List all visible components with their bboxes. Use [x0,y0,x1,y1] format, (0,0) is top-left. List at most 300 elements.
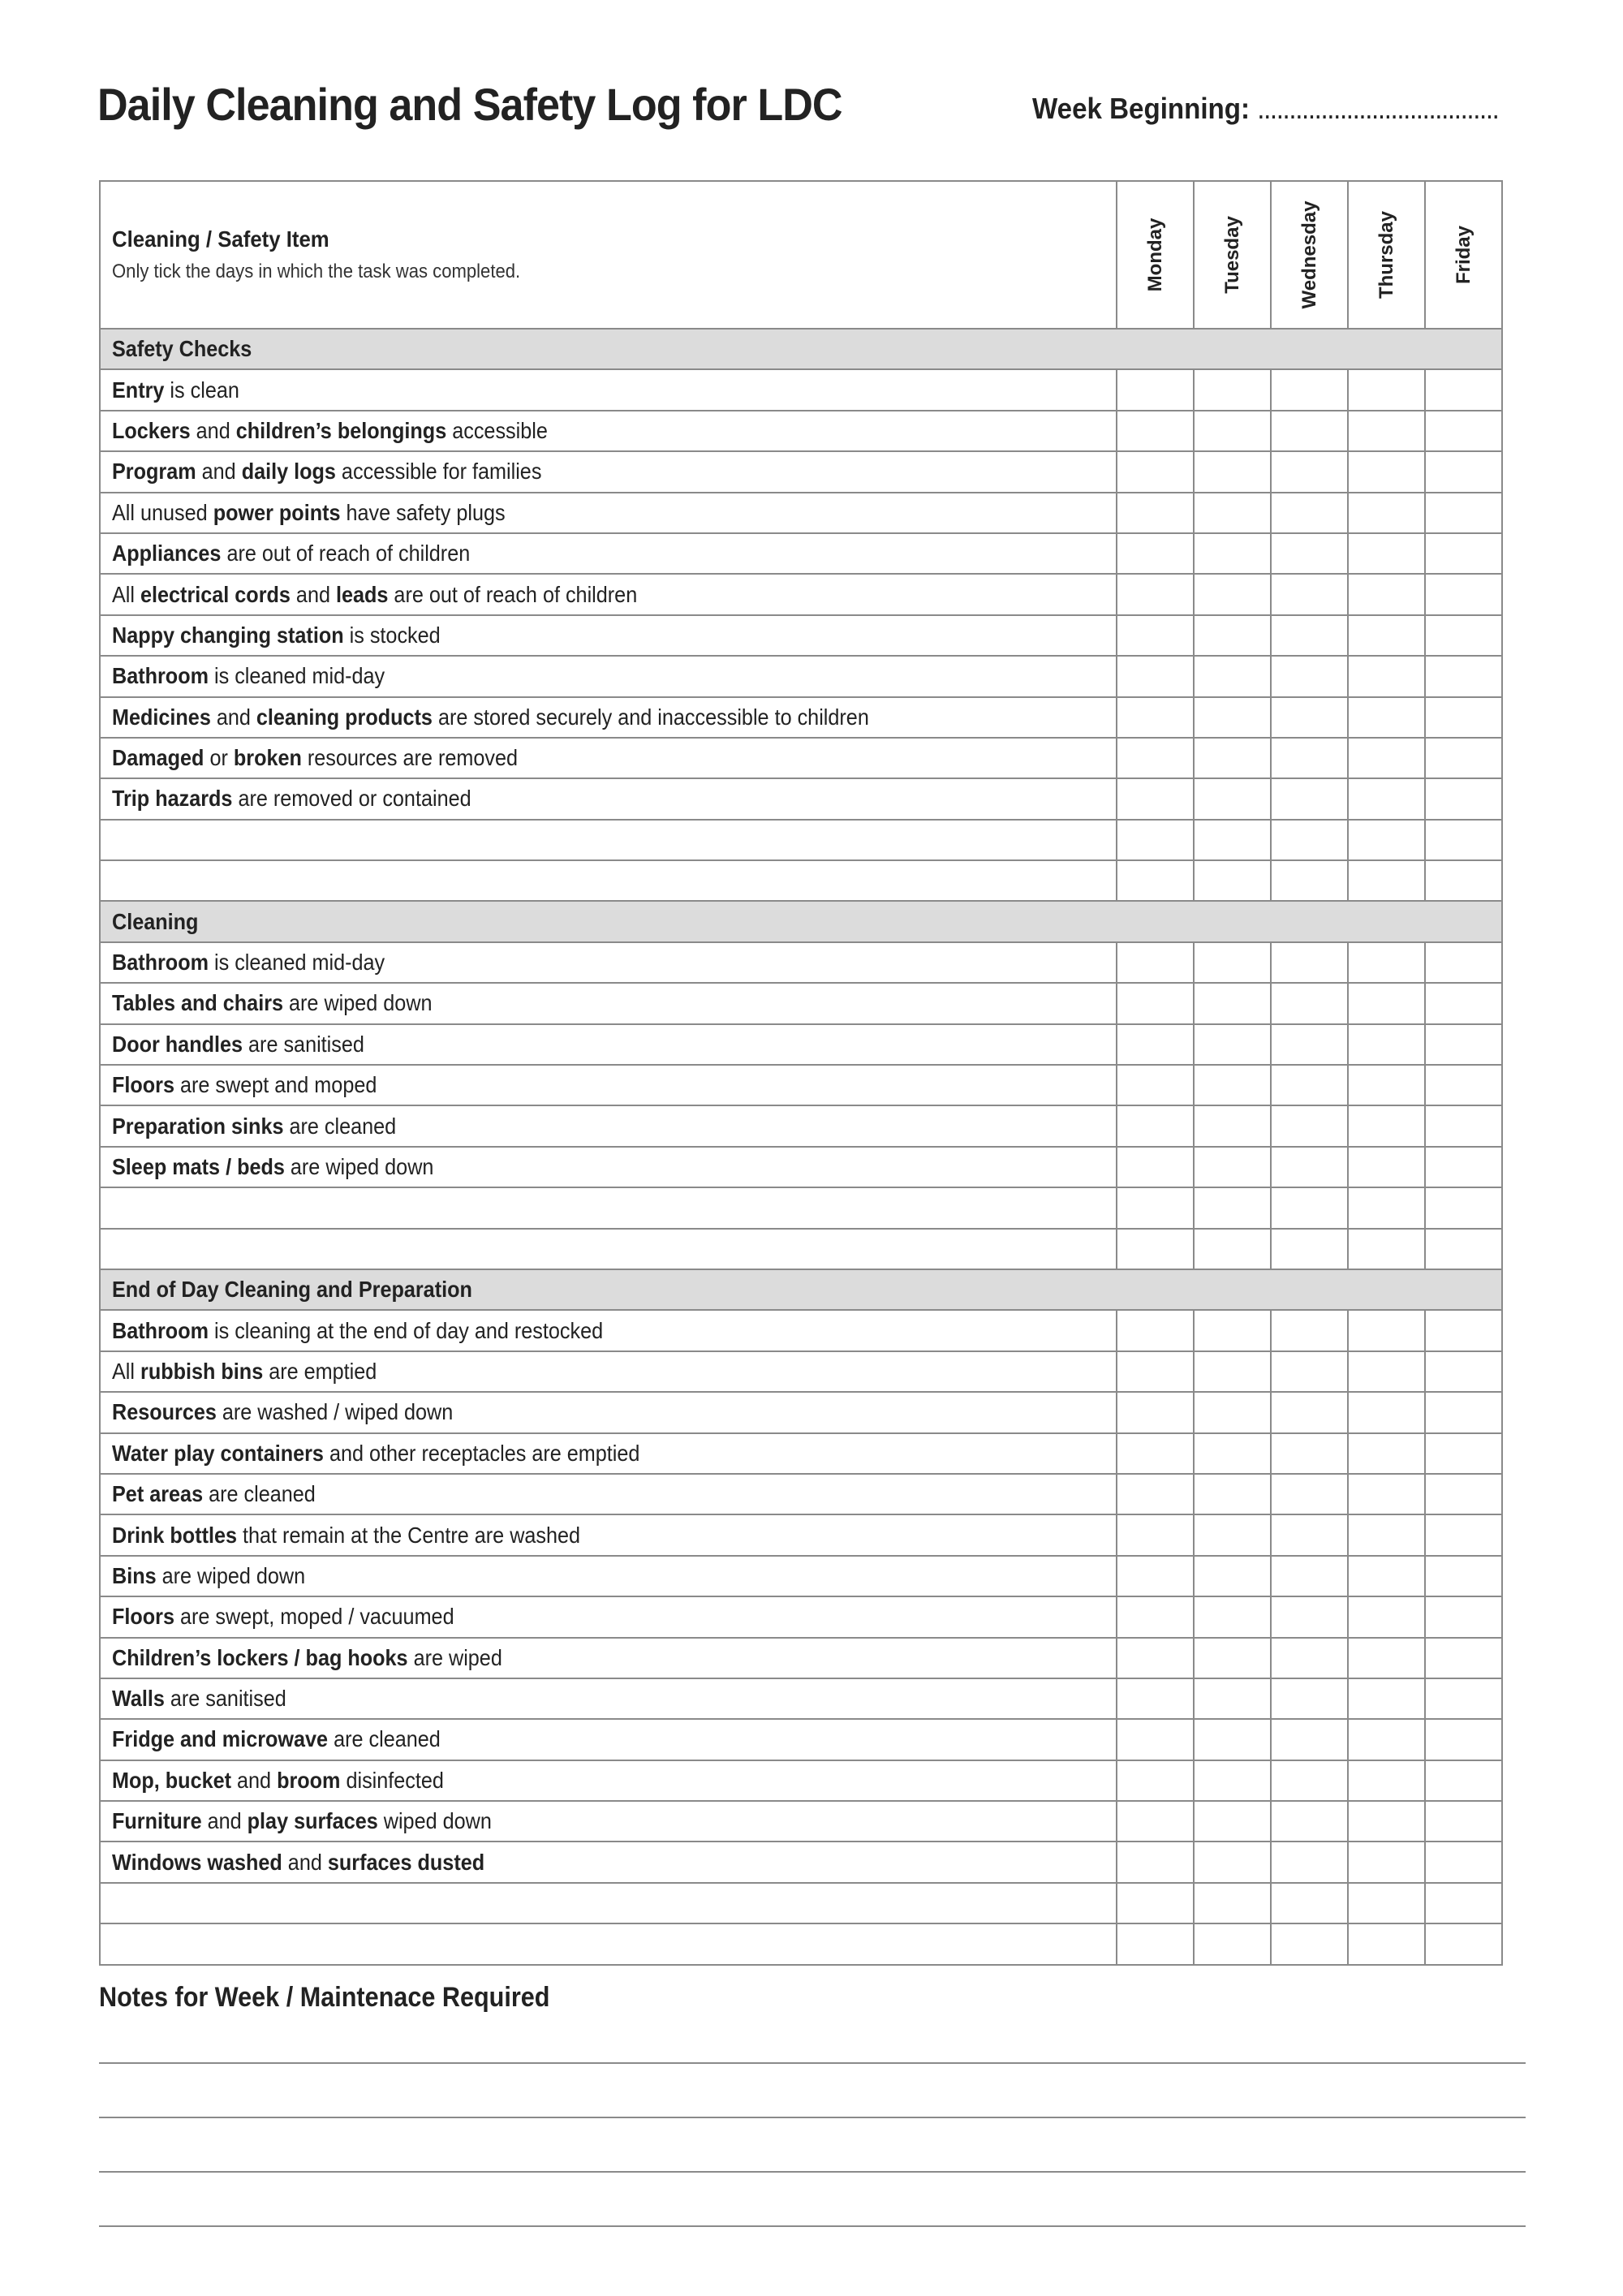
tick-box-wednesday[interactable] [1271,1105,1348,1146]
task-row [100,369,1502,410]
task-label-emphasis: Bathroom [112,1317,209,1343]
tick-box-thursday[interactable] [1348,983,1425,1023]
task-label-text: accessible [446,417,548,443]
task-label-text: are swept, moped / vacuumed [174,1604,454,1630]
task-label [112,1563,1015,1589]
tick-box-thursday[interactable] [1348,1024,1425,1065]
notes-writing-line[interactable] [99,2117,1526,2118]
task-row [100,1105,1502,1146]
task-label-text: resources are removed [301,745,519,771]
tick-box-thursday[interactable] [1348,778,1425,819]
tick-box-tuesday[interactable] [1194,697,1271,738]
tick-box-wednesday[interactable] [1271,1514,1348,1555]
tick-box-tuesday[interactable] [1194,1105,1271,1146]
tick-box-monday[interactable] [1117,615,1194,656]
tick-box-wednesday[interactable] [1271,1187,1348,1228]
task-cell[interactable] [100,1229,1117,1269]
task-label [112,1441,1015,1467]
tick-box-monday[interactable] [1117,1801,1194,1842]
tick-box-wednesday[interactable] [1271,1024,1348,1065]
task-row [100,1474,1502,1514]
task-row [100,1719,1502,1760]
tick-box-wednesday[interactable] [1271,615,1348,656]
tick-box-thursday[interactable] [1348,1474,1425,1514]
task-row [100,738,1502,778]
tick-box-thursday[interactable] [1348,1801,1425,1842]
tick-box-monday[interactable] [1117,1024,1194,1065]
tick-box-friday[interactable] [1425,697,1502,738]
task-cell[interactable] [100,820,1117,860]
tick-box-tuesday[interactable] [1194,1433,1271,1474]
task-label-emphasis: Damaged [112,745,204,771]
tick-box-wednesday[interactable] [1271,983,1348,1023]
task-cell [100,1514,1117,1555]
tick-box-tuesday[interactable] [1194,615,1271,656]
tick-box-monday[interactable] [1117,1678,1194,1719]
task-label-emphasis: cleaning products [256,704,433,730]
tick-box-wednesday[interactable] [1271,411,1348,451]
tick-box-friday[interactable] [1425,1514,1502,1555]
task-row [100,656,1502,696]
tick-box-wednesday[interactable] [1271,1883,1348,1923]
tick-box-thursday[interactable] [1348,493,1425,533]
task-label-text: are removed or contained [232,786,471,812]
day-header-monday [1117,181,1194,329]
task-cell [100,697,1117,738]
tick-box-thursday[interactable] [1348,615,1425,656]
tick-box-monday[interactable] [1117,983,1194,1023]
task-cell[interactable] [100,1187,1117,1228]
task-row [100,493,1502,533]
task-label-emphasis: Bathroom [112,950,209,976]
tick-box-wednesday[interactable] [1271,1638,1348,1678]
task-label-emphasis: electrical cords [140,581,291,607]
tick-box-monday[interactable] [1117,1842,1194,1882]
tick-box-wednesday[interactable] [1271,1596,1348,1637]
tick-box-friday[interactable] [1425,1187,1502,1228]
task-cell [100,451,1117,492]
tick-box-tuesday[interactable] [1194,1065,1271,1105]
task-row [100,411,1502,451]
tick-box-tuesday[interactable] [1194,1678,1271,1719]
tick-box-thursday[interactable] [1348,1433,1425,1474]
tick-box-tuesday[interactable] [1194,738,1271,778]
tick-box-friday[interactable] [1425,1883,1502,1923]
task-label-emphasis: Preparation sinks [112,1113,284,1139]
tick-box-tuesday[interactable] [1194,533,1271,574]
tick-box-tuesday[interactable] [1194,820,1271,860]
tick-box-monday[interactable] [1117,1760,1194,1801]
tick-box-monday[interactable] [1117,656,1194,696]
tick-box-wednesday[interactable] [1271,533,1348,574]
tick-box-tuesday[interactable] [1194,1187,1271,1228]
tick-box-thursday[interactable] [1348,820,1425,860]
task-row [100,574,1502,614]
tick-box-friday[interactable] [1425,451,1502,492]
task-cell [100,942,1117,983]
task-label-emphasis: Bathroom [112,663,209,689]
tick-box-friday[interactable] [1425,1719,1502,1760]
task-label-text: are sanitised [243,1031,364,1057]
tick-box-friday[interactable] [1425,574,1502,614]
tick-box-friday[interactable] [1425,615,1502,656]
task-cell[interactable] [100,860,1117,901]
tick-box-wednesday[interactable] [1271,942,1348,983]
tick-box-wednesday[interactable] [1271,738,1348,778]
task-label-emphasis: Resources [112,1399,217,1425]
tick-box-wednesday[interactable] [1271,1801,1348,1842]
tick-box-thursday[interactable] [1348,1923,1425,1964]
task-cell [100,1310,1117,1350]
tick-box-thursday[interactable] [1348,1719,1425,1760]
task-label-emphasis: Lockers [112,417,191,443]
tick-box-monday[interactable] [1117,1556,1194,1596]
tick-box-friday[interactable] [1425,1801,1502,1842]
tick-box-tuesday[interactable] [1194,1801,1271,1842]
tick-box-thursday[interactable] [1348,1105,1425,1146]
tick-box-tuesday[interactable] [1194,1883,1271,1923]
tick-box-wednesday[interactable] [1271,1351,1348,1392]
task-label [112,418,1015,444]
task-label-text: are cleaned [203,1481,316,1507]
tick-box-monday[interactable] [1117,533,1194,574]
notes-writing-line[interactable] [99,2225,1526,2227]
task-label [112,990,1015,1016]
tick-box-friday[interactable] [1425,1596,1502,1637]
task-label-text: that remain at the Centre are washed [237,1522,581,1548]
tick-box-friday[interactable] [1425,1678,1502,1719]
tick-box-friday[interactable] [1425,738,1502,778]
tick-box-tuesday[interactable] [1194,1351,1271,1392]
blank-task-row [100,1923,1502,1964]
task-label [112,704,1015,730]
tick-box-tuesday[interactable] [1194,1923,1271,1964]
blank-task-row [100,1187,1502,1228]
tick-box-monday[interactable] [1117,1351,1194,1392]
task-label-emphasis: power points [213,499,341,525]
tick-box-wednesday[interactable] [1271,820,1348,860]
tick-box-monday[interactable] [1117,860,1194,901]
task-label-text: are wiped down [156,1562,306,1588]
tick-box-friday[interactable] [1425,1065,1502,1105]
tick-box-wednesday[interactable] [1271,1678,1348,1719]
tick-box-wednesday[interactable] [1271,451,1348,492]
task-cell [100,493,1117,533]
page-title: Daily Cleaning and Safety Log for LDC [97,79,842,130]
task-row [100,1760,1502,1801]
task-label [112,459,1015,485]
tick-box-tuesday[interactable] [1194,942,1271,983]
tick-box-monday[interactable] [1117,574,1194,614]
tick-box-thursday[interactable] [1348,656,1425,696]
task-cell [100,1556,1117,1596]
tick-box-thursday[interactable] [1348,1310,1425,1350]
tick-box-tuesday[interactable] [1194,1719,1271,1760]
task-cell [100,411,1117,451]
tick-box-wednesday[interactable] [1271,369,1348,410]
task-row [100,1433,1502,1474]
task-label-text: All [112,581,141,607]
task-label-text: All [112,1358,141,1384]
tick-box-friday[interactable] [1425,1310,1502,1350]
tick-box-friday[interactable] [1425,369,1502,410]
tick-box-monday[interactable] [1117,697,1194,738]
day-label: Wednesday [1298,200,1320,309]
tick-box-monday[interactable] [1117,1719,1194,1760]
tick-box-wednesday[interactable] [1271,1474,1348,1514]
tick-box-wednesday[interactable] [1271,1392,1348,1432]
tick-box-friday[interactable] [1425,1351,1502,1392]
tick-box-tuesday[interactable] [1194,369,1271,410]
tick-box-monday[interactable] [1117,1147,1194,1187]
tick-box-wednesday[interactable] [1271,1556,1348,1596]
tick-box-friday[interactable] [1425,656,1502,696]
task-label-text: is cleaned mid-day [209,663,385,689]
tick-box-wednesday[interactable] [1271,656,1348,696]
task-cell [100,1433,1117,1474]
day-header-friday [1425,181,1502,329]
notes-writing-line[interactable] [99,2062,1526,2064]
tick-box-wednesday[interactable] [1271,1923,1348,1964]
tick-box-monday[interactable] [1117,369,1194,410]
tick-box-thursday[interactable] [1348,1842,1425,1882]
day-label: Friday [1452,225,1474,285]
task-label-text: and [290,581,336,607]
task-cell [100,983,1117,1023]
task-label [112,1032,1015,1058]
week-beginning-label: Week Beginning: [1032,92,1251,125]
day-label: Thursday [1375,210,1397,299]
task-label [112,377,1015,403]
tick-box-tuesday[interactable] [1194,1638,1271,1678]
task-label-text: have safety plugs [340,499,506,525]
task-label [112,1604,1015,1630]
task-row [100,1065,1502,1105]
task-cell [100,1760,1117,1801]
task-cell [100,1678,1117,1719]
tick-box-thursday[interactable] [1348,1883,1425,1923]
tick-box-monday[interactable] [1117,411,1194,451]
task-label-emphasis: Program [112,459,196,485]
tick-box-wednesday[interactable] [1271,574,1348,614]
tick-box-tuesday[interactable] [1194,411,1271,451]
task-label-text: and [231,1767,278,1793]
tick-box-thursday[interactable] [1348,1514,1425,1555]
task-label-text: and [210,704,256,730]
tick-box-friday[interactable] [1425,1556,1502,1596]
tick-box-thursday[interactable] [1348,369,1425,410]
task-label [112,1318,1015,1344]
tick-box-monday[interactable] [1117,1065,1194,1105]
tick-box-friday[interactable] [1425,1760,1502,1801]
tick-box-friday[interactable] [1425,1638,1502,1678]
tick-box-thursday[interactable] [1348,1187,1425,1228]
tick-box-thursday[interactable] [1348,1147,1425,1187]
task-cell [100,615,1117,656]
section-title: Cleaning [112,908,199,934]
tick-box-thursday[interactable] [1348,533,1425,574]
tick-box-friday[interactable] [1425,1229,1502,1269]
task-cell [100,1596,1117,1637]
tick-box-tuesday[interactable] [1194,1024,1271,1065]
task-label [112,1399,1015,1425]
tick-box-friday[interactable] [1425,1392,1502,1432]
tick-box-monday[interactable] [1117,1596,1194,1637]
tick-box-thursday[interactable] [1348,1392,1425,1432]
tick-box-thursday[interactable] [1348,1556,1425,1596]
tick-box-thursday[interactable] [1348,942,1425,983]
task-label-text: are cleaned [283,1113,397,1139]
tick-box-thursday[interactable] [1348,1065,1425,1105]
tick-box-tuesday[interactable] [1194,1474,1271,1514]
tick-box-tuesday[interactable] [1194,983,1271,1023]
task-label-text: All unused [112,499,213,525]
task-label-emphasis: children’s belongings [235,417,447,443]
task-cell [100,656,1117,696]
section-title: Safety Checks [112,336,252,362]
tick-box-friday[interactable] [1425,493,1502,533]
task-row [100,1147,1502,1187]
task-label [112,1481,1015,1507]
tick-box-friday[interactable] [1425,942,1502,983]
tick-box-friday[interactable] [1425,983,1502,1023]
tick-box-thursday[interactable] [1348,697,1425,738]
tick-box-thursday[interactable] [1348,574,1425,614]
tick-box-tuesday[interactable] [1194,451,1271,492]
notes-writing-line[interactable] [99,2171,1526,2173]
tick-box-thursday[interactable] [1348,1596,1425,1637]
tick-box-monday[interactable] [1117,1392,1194,1432]
tick-box-wednesday[interactable] [1271,778,1348,819]
tick-box-monday[interactable] [1117,1105,1194,1146]
task-label-emphasis: Entry [112,377,165,403]
tick-box-tuesday[interactable] [1194,1514,1271,1555]
task-label-emphasis: Bins [112,1562,157,1588]
task-cell [100,1719,1117,1760]
tick-box-tuesday[interactable] [1194,1147,1271,1187]
tick-box-thursday[interactable] [1348,451,1425,492]
task-label-text: or [204,745,234,771]
tick-box-thursday[interactable] [1348,1351,1425,1392]
tick-box-monday[interactable] [1117,1883,1194,1923]
tick-box-tuesday[interactable] [1194,1229,1271,1269]
task-cell [100,1392,1117,1432]
tick-box-friday[interactable] [1425,1024,1502,1065]
tick-box-tuesday[interactable] [1194,656,1271,696]
tick-box-wednesday[interactable] [1271,1147,1348,1187]
tick-box-friday[interactable] [1425,860,1502,901]
tick-box-wednesday[interactable] [1271,1229,1348,1269]
tick-box-monday[interactable] [1117,942,1194,983]
tick-box-monday[interactable] [1117,778,1194,819]
tick-box-wednesday[interactable] [1271,1760,1348,1801]
tick-box-friday[interactable] [1425,1433,1502,1474]
task-label [112,786,1015,812]
tick-box-wednesday[interactable] [1271,493,1348,533]
tick-box-monday[interactable] [1117,820,1194,860]
task-label [112,622,1015,648]
tick-box-wednesday[interactable] [1271,1842,1348,1882]
tick-box-wednesday[interactable] [1271,697,1348,738]
tick-box-monday[interactable] [1117,1514,1194,1555]
tick-box-friday[interactable] [1425,1147,1502,1187]
tick-box-friday[interactable] [1425,1923,1502,1964]
tick-box-wednesday[interactable] [1271,1433,1348,1474]
tick-box-thursday[interactable] [1348,860,1425,901]
tick-box-tuesday[interactable] [1194,1760,1271,1801]
tick-box-friday[interactable] [1425,778,1502,819]
task-cell[interactable] [100,1923,1117,1964]
tick-box-monday[interactable] [1117,1923,1194,1964]
tick-box-friday[interactable] [1425,1474,1502,1514]
task-row [100,1392,1502,1432]
task-row [100,615,1502,656]
tick-box-thursday[interactable] [1348,411,1425,451]
tick-box-wednesday[interactable] [1271,860,1348,901]
task-cell[interactable] [100,1883,1117,1923]
tick-box-monday[interactable] [1117,1474,1194,1514]
tick-box-tuesday[interactable] [1194,1310,1271,1350]
task-label-emphasis: Door handles [112,1031,243,1057]
task-label-text: are stored securely and inaccessible to children [432,704,869,730]
tick-box-tuesday[interactable] [1194,1392,1271,1432]
task-row [100,533,1502,574]
week-beginning-field[interactable]: ...................................... [1257,92,1499,125]
tick-box-friday[interactable] [1425,1105,1502,1146]
tick-box-tuesday[interactable] [1194,1842,1271,1882]
tick-box-friday[interactable] [1425,1842,1502,1882]
tick-box-tuesday[interactable] [1194,493,1271,533]
tick-box-monday[interactable] [1117,493,1194,533]
task-label-text: are swept and moped [174,1072,377,1098]
tick-box-thursday[interactable] [1348,1678,1425,1719]
tick-box-monday[interactable] [1117,1433,1194,1474]
tick-box-friday[interactable] [1425,820,1502,860]
tick-box-friday[interactable] [1425,411,1502,451]
tick-box-thursday[interactable] [1348,738,1425,778]
tick-box-monday[interactable] [1117,1229,1194,1269]
tick-box-monday[interactable] [1117,451,1194,492]
task-cell [100,738,1117,778]
task-cell [100,1105,1117,1146]
tick-box-wednesday[interactable] [1271,1719,1348,1760]
tick-box-tuesday[interactable] [1194,778,1271,819]
day-header-thursday [1348,181,1425,329]
task-cell [100,1801,1117,1842]
tick-box-thursday[interactable] [1348,1229,1425,1269]
task-label-text: are out of reach of children [221,541,471,566]
task-label-emphasis: Water play containers [112,1440,324,1466]
tick-box-tuesday[interactable] [1194,1596,1271,1637]
tick-box-monday[interactable] [1117,738,1194,778]
task-label-emphasis: surfaces dusted [327,1849,485,1875]
tick-box-monday[interactable] [1117,1638,1194,1678]
task-label-emphasis: broken [233,745,302,771]
tick-box-friday[interactable] [1425,533,1502,574]
task-row [100,983,1502,1023]
tick-box-wednesday[interactable] [1271,1310,1348,1350]
tick-box-tuesday[interactable] [1194,574,1271,614]
task-cell [100,1474,1117,1514]
tick-box-monday[interactable] [1117,1310,1194,1350]
tick-box-tuesday[interactable] [1194,860,1271,901]
tick-box-thursday[interactable] [1348,1760,1425,1801]
tick-box-monday[interactable] [1117,1187,1194,1228]
tick-box-wednesday[interactable] [1271,1065,1348,1105]
task-row [100,697,1502,738]
tick-box-tuesday[interactable] [1194,1556,1271,1596]
tick-box-thursday[interactable] [1348,1638,1425,1678]
